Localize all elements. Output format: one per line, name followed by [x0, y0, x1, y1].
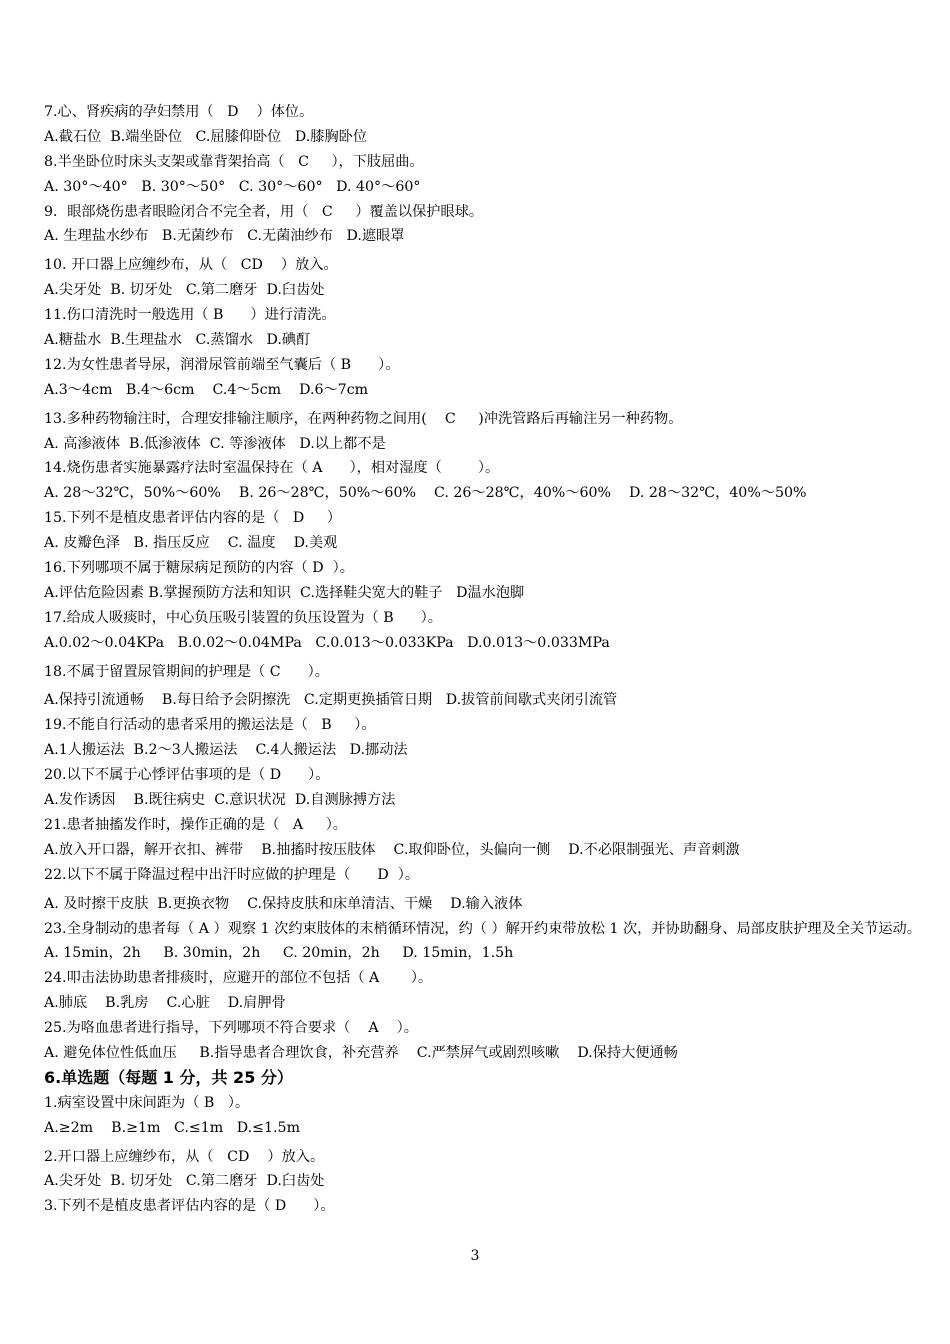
options-21: A.放入开口器，解开衣扣、裤带 B.抽搐时按压肢体 C.取仰卧位，头偏向一侧 D.不必限制强光、声音刺激: [44, 841, 740, 858]
question-13: 13.多种药物输注时，合理安排输注顺序，在两种药物之间用( C )冲洗管路后再输注另一种药物。: [44, 410, 683, 427]
options-12: A.3～4cm B.4～6cm C.4～5cm D.6～7cm: [44, 381, 369, 398]
section-options-1: A.≥2m B.≥1m C.≤1m D.≤1.5m: [44, 1119, 301, 1136]
question-14: 14.烧伤患者实施暴露疗法时室温保持在（ A ），相对湿度（ ）。: [44, 460, 500, 477]
question-17: 17.给成人吸痰时，中心负压吸引装置的负压设置为（ B ）。: [44, 609, 442, 626]
options-14: A. 28～32℃，50%～60% B. 26～28℃，50%～60% C. 26～28℃，40%～60% D. 28～32℃，40%～50%: [44, 485, 807, 502]
options-8: A. 30°～40° B. 30°～50° C. 30°～60° D. 40°～60°: [44, 178, 421, 195]
options-9: A. 生理盐水纱布 B.无菌纱布 C.无菌油纱布 D.遮眼罩: [44, 228, 405, 245]
options-22: A. 及时擦干皮肤 B.更换衣物 C.保持皮肤和床单清洁、干燥 D.输入液体: [44, 895, 523, 912]
question-11: 11.伤口清洗时一般选用（ B ）进行清洗。: [44, 307, 336, 324]
question-24: 24.叩击法协助患者排痰时，应避开的部位不包括（ A ）。: [44, 970, 433, 987]
options-23: A. 15min，2h B. 30min，2h C. 20min，2h D. 15min，1.5h: [44, 945, 514, 962]
options-19: A.1人搬运法 B.2～3人搬运法 C.4人搬运法 D.挪动法: [44, 742, 408, 759]
question-20: 20.以下不属于心悸评估事项的是（ D ）。: [44, 767, 330, 784]
section-heading: 6.单选题（每题 1 分，共 25 分）: [44, 1067, 293, 1087]
options-18: A.保持引流通畅 B.每日给予会阴擦洗 C.定期更换插管日期 D.拔管前间歇式夹闭引流管: [44, 692, 618, 709]
options-7: A.截石位 B.端坐卧位 C.屈膝仰卧位 D.膝胸卧位: [44, 128, 368, 145]
section-question-2: 2.开口器上应缠纱布，从（ CD ）放入。: [44, 1148, 325, 1165]
section-question-3: 3.下列不是植皮患者评估内容的是（ D ）。: [44, 1198, 335, 1215]
question-23: 23.全身制动的患者每（ A ）观察 1 次约束肢体的末梢循环情况，约（ ）解开约束带放松 1 次，并协助翻身、局部皮肤护理及全关节运动。: [44, 920, 921, 937]
question-25: 25.为咯血患者进行指导，下列哪项不符合要求（ A ）。: [44, 1020, 418, 1037]
question-19: 19.不能自行活动的患者采用的搬运法是（ B ）。: [44, 717, 376, 734]
options-15: A. 皮瓣色泽 B. 指压反应 C. 温度 D.美观: [44, 535, 338, 552]
section-options-2: A.尖牙处 B. 切牙处 C.第二磨牙 D.臼齿处: [44, 1173, 325, 1190]
question-10: 10. 开口器上应缠纱布，从（ CD ）放入。: [44, 257, 338, 274]
document-page: [44, 100, 924, 1219]
section-question-1: 1.病室设置中床间距为（ B ）。: [44, 1094, 250, 1111]
page-number: 3: [470, 1248, 480, 1264]
question-22: 22.以下不属于降温过程中出汗时应做的护理是（ D ）。: [44, 866, 420, 883]
question-9: 9．眼部烧伤患者眼睑闭合不完全者，用（ C ）覆盖以保护眼球。: [44, 203, 484, 220]
options-10: A.尖牙处 B. 切牙处 C.第二磨牙 D.臼齿处: [44, 282, 325, 299]
options-16: A.评估危险因素 B.掌握预防方法和知识 C.选择鞋尖宽大的鞋子 D温水泡脚: [44, 584, 525, 601]
options-24: A.肺底 B.乳房 C.心脏 D.肩胛骨: [44, 995, 286, 1012]
question-16: 16.下列哪项不属于糖尿病足预防的内容（ D ）。: [44, 560, 354, 577]
question-7: 7.心、肾疾病的孕妇禁用（ D ）体位。: [44, 104, 314, 120]
options-25: A. 避免体位性低血压 B.指导患者合理饮食，补充营养 C.严禁屏气或剧烈咳嗽 D.保持大便通畅: [44, 1044, 678, 1061]
question-8: 8.半坐卧位时床头支架或靠背架抬高（ C ），下肢屈曲。: [44, 153, 424, 170]
question-18: 18.不属于留置尿管期间的护理是（ C ）。: [44, 663, 329, 680]
options-17: A.0.02～0.04KPa B.0.02～0.04MPa C.0.013～0.033KPa D.0.013～0.033MPa: [44, 634, 610, 651]
question-15: 15.下列不是植皮患者评估内容的是（ D ）: [44, 510, 342, 527]
options-13: A. 高渗液体 B.低渗液体 C. 等渗液体 D.以上都不是: [44, 435, 386, 452]
options-11: A.糖盐水 B.生理盐水 C.蒸馏水 D.碘酊: [44, 332, 311, 349]
options-20: A.发作诱因 B.既往病史 C.意识状况 D.自测脉搏方法: [44, 792, 396, 809]
question-12: 12.为女性患者导尿，润滑尿管前端至气囊后（ B ）。: [44, 356, 400, 373]
question-21: 21.患者抽搐发作时，操作正确的是（ A ）。: [44, 816, 347, 833]
